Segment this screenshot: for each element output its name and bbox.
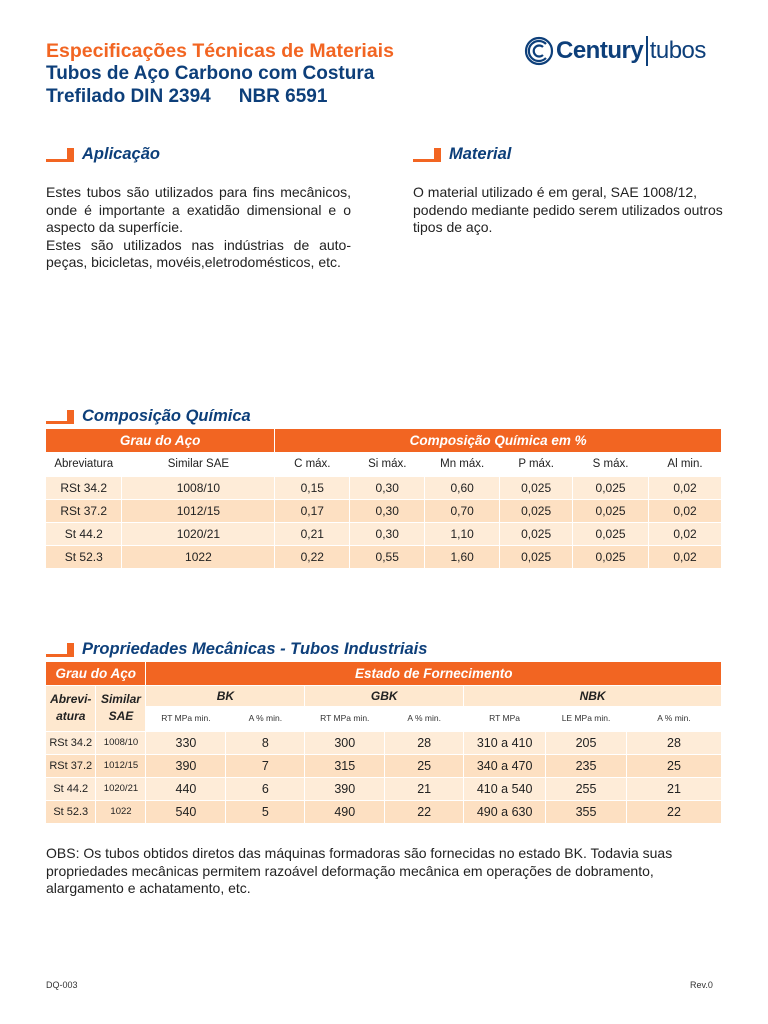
table-cell: 1022 <box>96 800 146 823</box>
table-cell: 1008/10 <box>122 476 275 499</box>
page-subtitle: Tubos de Aço Carbono com Costura <box>46 63 375 84</box>
table-cell: 0,60 <box>425 476 500 499</box>
table-cell: 540 <box>146 800 226 823</box>
page-standard-line <box>46 85 394 108</box>
section-aplicacao-title: Aplicação <box>82 145 160 163</box>
table-cell: 0,025 <box>500 499 573 522</box>
chem-col-header: Si máx. <box>350 452 425 476</box>
steel-grade-cell: St 52.3 <box>46 800 96 823</box>
table-cell: 1008/10 <box>96 731 146 754</box>
chem-col-header: Al min. <box>649 452 722 476</box>
table-cell: 315 <box>305 754 385 777</box>
table-cell: 28 <box>627 731 722 754</box>
table-row <box>46 777 722 800</box>
mech-subcol: A % min. <box>385 706 464 731</box>
logo-divider <box>646 36 648 66</box>
table-cell: 8 <box>226 731 305 754</box>
mech-header-state: Estado de Fornecimento <box>146 662 722 685</box>
table-row <box>46 522 722 545</box>
table-row <box>46 731 722 754</box>
chem-col-header: P máx. <box>500 452 573 476</box>
table-cell: 0,025 <box>573 499 649 522</box>
material-text: O material utilizado é em geral, SAE 1008/12, podendo mediante pedido serem utilizados outros tipos de aço. <box>413 184 723 235</box>
mech-subcol: RT MPa min. <box>146 706 226 731</box>
table-cell: 0,02 <box>649 499 722 522</box>
company-logo <box>524 32 724 70</box>
logo-brand: Century <box>556 37 644 64</box>
standard-nbr: NBR 6591 <box>238 86 328 107</box>
table-cell: 6 <box>226 777 305 800</box>
chem-col-header: Abreviatura <box>46 452 122 476</box>
century-logo-icon <box>524 36 554 66</box>
standard-din: Trefilado DIN 2394 <box>46 86 211 107</box>
mech-header-grade: Grau do Aço <box>46 662 146 685</box>
table-row <box>46 476 722 499</box>
chem-col-header: Mn máx. <box>425 452 500 476</box>
table-cell: 390 <box>146 754 226 777</box>
table-cell: 390 <box>305 777 385 800</box>
table-cell: 22 <box>627 800 722 823</box>
table-cell: 300 <box>305 731 385 754</box>
table-cell: 0,025 <box>500 522 573 545</box>
footer-doc-code: DQ-003 <box>46 980 78 990</box>
table-cell: 5 <box>226 800 305 823</box>
mech-subcol: A % min. <box>627 706 722 731</box>
table-cell: 330 <box>146 731 226 754</box>
table-cell: 310 a 410 <box>464 731 546 754</box>
table-cell: 0,025 <box>500 545 573 568</box>
table-cell: 0,30 <box>350 499 425 522</box>
table-cell: 1020/21 <box>122 522 275 545</box>
section-marker-icon <box>413 148 441 162</box>
table-cell: 0,02 <box>649 522 722 545</box>
table-cell: 0,22 <box>275 545 350 568</box>
mech-group-bk: BK <box>146 685 305 706</box>
table-cell: 205 <box>546 731 627 754</box>
mech-group-gbk: GBK <box>305 685 464 706</box>
table-row <box>46 754 722 777</box>
aplicacao-paragraph-2: Estes são utilizados nas indústrias de auto-peças, bicicletas, movéis,eletrodomésticos, etc. <box>46 236 351 270</box>
mech-group-nbk: NBK <box>464 685 722 706</box>
table-cell: 0,55 <box>350 545 425 568</box>
steel-grade-cell: RSt 37.2 <box>46 499 122 522</box>
chem-header-grade: Grau do Aço <box>46 429 275 452</box>
steel-grade-cell: RSt 34.2 <box>46 476 122 499</box>
section-material-title: Material <box>449 145 512 163</box>
logo-sub: tubos <box>649 37 706 64</box>
table-cell: 21 <box>385 777 464 800</box>
table-cell: 0,025 <box>573 545 649 568</box>
table-cell: 25 <box>385 754 464 777</box>
table-cell: 21 <box>627 777 722 800</box>
aplicacao-text <box>46 184 351 272</box>
table-cell: 1,60 <box>425 545 500 568</box>
table-cell: 22 <box>385 800 464 823</box>
table-cell: 28 <box>385 731 464 754</box>
table-cell: 0,025 <box>500 476 573 499</box>
table-cell: 25 <box>627 754 722 777</box>
section-material-heading <box>413 145 511 164</box>
table-cell: 7 <box>226 754 305 777</box>
table-cell: 0,30 <box>350 522 425 545</box>
table-cell: 255 <box>546 777 627 800</box>
table-cell: 1012/15 <box>122 499 275 522</box>
table-cell: 0,02 <box>649 545 722 568</box>
chem-col-header: S máx. <box>573 452 649 476</box>
table-cell: 0,025 <box>573 522 649 545</box>
aplicacao-paragraph-1: Estes tubos são utilizados para fins mecânicos, onde é importante a exatidão dimensional e o aspecto da superfície. <box>46 184 351 235</box>
section-marker-icon <box>46 643 74 657</box>
table-cell: 235 <box>546 754 627 777</box>
table-cell: 410 a 540 <box>464 777 546 800</box>
footer-revision: Rev.0 <box>690 980 713 990</box>
section-propriedades-title: Propriedades Mecânicas - Tubos Industriais <box>82 640 428 658</box>
table-row <box>46 545 722 568</box>
chem-col-header: C máx. <box>275 452 350 476</box>
mechanical-properties-table <box>46 662 722 823</box>
table-row <box>46 800 722 823</box>
table-cell: 440 <box>146 777 226 800</box>
table-cell: 0,17 <box>275 499 350 522</box>
steel-grade-cell: St 44.2 <box>46 777 96 800</box>
section-aplicacao-heading <box>46 145 160 164</box>
mech-col-similar: Similar SAE <box>96 685 146 731</box>
steel-grade-cell: St 52.3 <box>46 545 122 568</box>
section-composicao-title: Composição Química <box>82 407 251 425</box>
mech-subcol: RT MPa min. <box>305 706 385 731</box>
table-cell: 0,025 <box>573 476 649 499</box>
table-cell: 1012/15 <box>96 754 146 777</box>
table-cell: 355 <box>546 800 627 823</box>
table-cell: 0,21 <box>275 522 350 545</box>
section-marker-icon <box>46 410 74 424</box>
observation-note: OBS: Os tubos obtidos diretos das máquinas formadoras são fornecidas no estado BK. Todavia suas propriedades mecânicas permitem razoável deformação mecânica em operações de dobramento, alargamento e achatamento, etc. <box>46 845 673 896</box>
mech-col-abrev: Abrevi-atura <box>46 685 96 731</box>
chem-col-header: Similar SAE <box>122 452 275 476</box>
chem-header-composition: Composição Química em % <box>275 429 722 452</box>
table-cell: 0,30 <box>350 476 425 499</box>
table-cell: 340 a 470 <box>464 754 546 777</box>
steel-grade-cell: RSt 37.2 <box>46 754 96 777</box>
table-cell: 1,10 <box>425 522 500 545</box>
table-cell: 0,02 <box>649 476 722 499</box>
section-marker-icon <box>46 148 74 162</box>
steel-grade-cell: RSt 34.2 <box>46 731 96 754</box>
section-composicao-heading <box>46 407 251 426</box>
table-cell: 1022 <box>122 545 275 568</box>
mech-subcol: A % min. <box>226 706 305 731</box>
table-cell: 0,15 <box>275 476 350 499</box>
document-header <box>46 40 394 108</box>
page-title: Especificações Técnicas de Materiais <box>46 40 394 62</box>
steel-grade-cell: St 44.2 <box>46 522 122 545</box>
table-cell: 490 a 630 <box>464 800 546 823</box>
section-propriedades-heading <box>46 640 427 659</box>
table-cell: 0,70 <box>425 499 500 522</box>
chemical-composition-table <box>46 429 722 568</box>
mech-subcol: LE MPa min. <box>546 706 627 731</box>
table-row <box>46 499 722 522</box>
table-cell: 1020/21 <box>96 777 146 800</box>
mech-subcol: RT MPa <box>464 706 546 731</box>
table-cell: 490 <box>305 800 385 823</box>
